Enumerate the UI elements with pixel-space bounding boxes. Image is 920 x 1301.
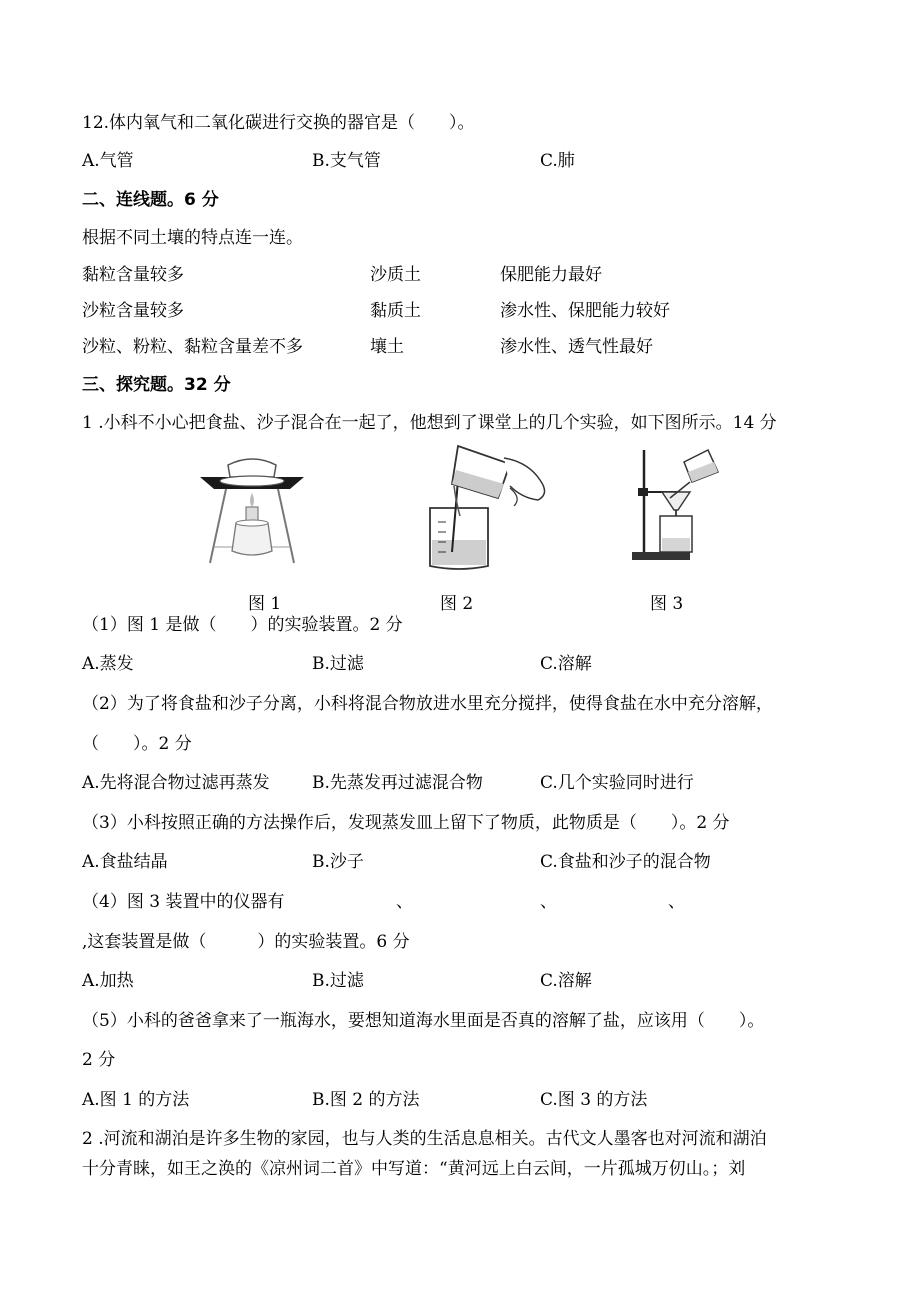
q2-text-line2: 十分青睐，如王之涣的《凉州词二首》中写道：“黄河远上白云间，一片孤城万仞山。；刘: [82, 1159, 746, 1179]
q1-stem: 1 .小科不小心把食盐、沙子混合在一起了，他想到了课堂上的几个实验，如下图所示。14 分: [82, 413, 777, 433]
q12-stem: 12.体内氧气和二氧化碳进行交换的器官是（ ）。: [82, 113, 475, 133]
figure-3-filtration-apparatus: [630, 448, 720, 562]
section2-heading: 二、连线题。6 分: [82, 190, 219, 210]
figure-1-evaporation-apparatus: [198, 455, 306, 565]
sub4-stem-line2: ,这套装置是做（ ）的实验装置。6 分: [82, 932, 410, 952]
sub3-option-b: B.沙子: [312, 852, 364, 872]
sub2-option-c: C.几个实验同时进行: [540, 773, 694, 793]
sub4-blank-separator-2: 、: [540, 892, 557, 912]
q12-option-c: C.肺: [540, 151, 575, 171]
match-right-3: 渗水性、透气性最好: [500, 337, 653, 357]
sub4-option-a: A.加热: [82, 971, 134, 991]
match-right-1: 保肥能力最好: [500, 265, 602, 285]
match-left-2: 沙粒含量较多: [82, 301, 184, 321]
sub5-stem-line2: 2 分: [82, 1050, 116, 1070]
sub5-option-b: B.图 2 的方法: [312, 1090, 420, 1110]
sub1-stem: （1）图 1 是做（ ）的实验装置。2 分: [82, 615, 403, 635]
section2-intro: 根据不同土壤的特点连一连。: [82, 228, 303, 248]
sub5-stem-line1: （5）小科的爸爸拿来了一瓶海水，要想知道海水里面是否真的溶解了盐，应该用（ ）。: [82, 1011, 765, 1031]
match-mid-2: 黏质土: [370, 301, 421, 321]
q12-option-a: A.气管: [82, 151, 134, 171]
sub4-stem-line1: （4）图 3 装置中的仪器有: [82, 892, 285, 912]
sub1-option-c: C.溶解: [540, 654, 592, 674]
sub4-option-b: B.过滤: [312, 971, 364, 991]
match-right-2: 渗水性、保肥能力较好: [500, 301, 670, 321]
match-left-1: 黏粒含量较多: [82, 265, 184, 285]
sub2-stem-line1: （2）为了将食盐和沙子分离，小科将混合物放进水里充分搅拌，使得食盐在水中充分溶解，: [82, 694, 773, 714]
figure-2-caption: 图 2: [440, 594, 474, 614]
figure-2-dissolving-apparatus: [418, 440, 553, 572]
sub4-option-c: C.溶解: [540, 971, 592, 991]
sub2-option-b: B.先蒸发再过滤混合物: [312, 773, 483, 793]
match-left-3: 沙粒、粉粒、黏粒含量差不多: [82, 337, 303, 357]
sub2-option-a: A.先将混合物过滤再蒸发: [82, 773, 270, 793]
q2-text-line1: 2 .河流和湖泊是许多生物的家园，也与人类的生活息息相关。古代文人墨客也对河流和湖泊: [82, 1129, 767, 1149]
match-mid-1: 沙质土: [370, 265, 421, 285]
sub3-stem: （3）小科按照正确的方法操作后，发现蒸发皿上留下了物质，此物质是（ ）。2 分: [82, 813, 730, 833]
sub3-option-a: A.食盐结晶: [82, 852, 168, 872]
match-mid-3: 壤土: [370, 337, 404, 357]
sub2-stem-line2: （ ）。2 分: [82, 734, 192, 754]
figure-3-caption: 图 3: [650, 594, 684, 614]
section3-heading: 三、探究题。32 分: [82, 375, 231, 395]
sub5-option-a: A.图 1 的方法: [82, 1090, 190, 1110]
sub1-option-b: B.过滤: [312, 654, 364, 674]
sub1-option-a: A.蒸发: [82, 654, 134, 674]
sub4-blank-separator-1: 、: [396, 892, 413, 912]
figure-1-caption: 图 1: [248, 594, 282, 614]
sub3-option-c: C.食盐和沙子的混合物: [540, 852, 711, 872]
q12-option-b: B.支气管: [312, 151, 381, 171]
sub4-blank-separator-3: 、: [668, 892, 685, 912]
sub5-option-c: C.图 3 的方法: [540, 1090, 648, 1110]
